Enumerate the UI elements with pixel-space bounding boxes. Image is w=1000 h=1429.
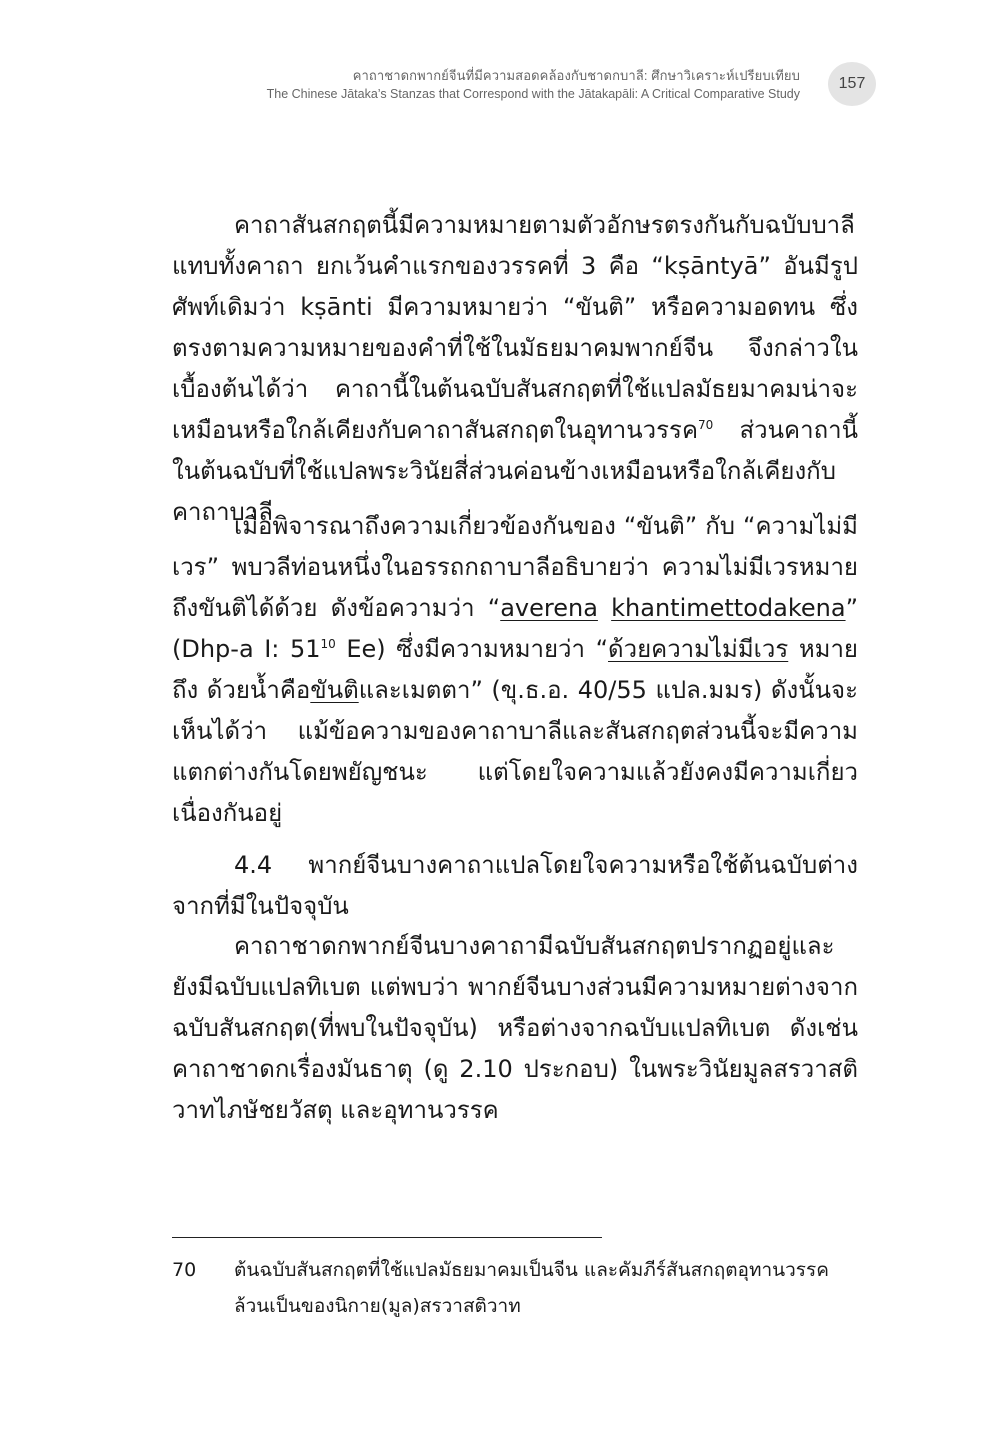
- footnote-divider: [172, 1237, 602, 1238]
- footnote-70: [172, 1252, 862, 1324]
- paragraph-1: [172, 205, 858, 533]
- header-title-english: The Chinese Jātaka’s Stanzas that Correspond with the Jātakapāli: A Critical Comparative Study: [266, 87, 800, 101]
- underlined-phrase-1: ด้วยความไม่มีเวร: [608, 635, 789, 663]
- citation-end: Ee) ซึ่งมีความหมายว่า “: [335, 635, 609, 663]
- underlined-phrase-2: ขันติ: [310, 676, 359, 704]
- pali-term-khantimettodakena: khantimettodakena: [611, 594, 846, 622]
- paragraph-3: [172, 926, 858, 1131]
- paragraph-1-text: [172, 205, 858, 533]
- paragraph-2-part2: และเมตตา” (ขุ.ธ.อ. 40/55 แปล.มมร) ดังนั้นจะเห็นได้ว่า แม้ข้อความของคาถาบาลีและสันสกฤตส่วนนี้จะมีความแตกต่างกันโดยพยัญชนะ แต่โดยใจความแล้วยังคงมีความเกี่ยวเนื่องกันอยู่: [172, 676, 859, 827]
- paragraph-2: [172, 506, 858, 834]
- page-number: 157: [838, 75, 866, 92]
- footnote-text: ต้นฉบับสันสกฤตที่ใช้แปลมัธยมาคมเป็นจีน และคัมภีร์สันสกฤตอุทานวรรคล้วนเป็นของนิกาย(มูล)สรวาสติวาท: [234, 1259, 829, 1317]
- section-heading: 4.4 พากย์จีนบางคาถาแปลโดยใจความหรือใช้ต้นฉบับต่างจากที่มีในปัจจุบัน: [172, 851, 858, 920]
- paragraph-2-text: [172, 506, 858, 834]
- footnote-number: 70: [172, 1259, 197, 1281]
- paragraph-2-part1: เมื่อพิจารณาถึงความเกี่ยวข้องกันของ “ขันติ” กับ “ความไม่มีเวร” พบวลีท่อนหนึ่งในอรรถกถาบาลีอธิบายว่า ความไม่มีเวรหมายถึงขันติได้ด้วย ดังข้อความว่า “: [172, 512, 858, 622]
- page-number-badge: [828, 62, 876, 106]
- citation: ” (Dhp-a I: 51: [172, 594, 858, 663]
- paragraph-2-mid: หมายถึง ด้วยน้ำคือ: [172, 635, 858, 704]
- running-header: [180, 66, 800, 104]
- paragraph-1-part1: คาถาสันสกฤตนี้มีความหมายตามตัวอักษรตรงกันกับฉบับบาลีแทบทั้งคาถา ยกเว้นคำแรกของวรรคที่ 3 คือ “kṣāntyā” อันมีรูปศัพท์เดิมว่า kṣānti มีความหมายว่า “ขันติ” หรือความอดทน ซึ่งตรงตามความหมายของคำที่ใช้ในมัธยมาคมพากย์จีน จึงกล่าวในเบื้องต้นได้ว่า คาถานี้ในต้นฉบับสันสกฤตที่ใช้แปลมัธยมาคมน่าจะเหมือนหรือใกล้เคียงกับคาถาสันสกฤตในอุทานวรรค: [172, 211, 858, 444]
- paragraph-1-part2: ส่วนคาถานี้ในต้นฉบับที่ใช้แปลพระวินัยสี่ส่วนค่อนข้างเหมือนหรือใกล้เคียงกับคาถาบาลี: [172, 416, 858, 526]
- section-heading-block: [172, 845, 858, 927]
- pali-term-averena: averena: [500, 594, 598, 622]
- header-title-thai: คาถาชาดกพากย์จีนที่มีความสอดคล้องกับชาดกบาลี: ศึกษาวิเคราะห์เปรียบเทียบ: [352, 68, 800, 83]
- citation-superscript: 10: [320, 637, 336, 651]
- paragraph-3-text: คาถาชาดกพากย์จีนบางคาถามีฉบับสันสกฤตปรากฏอยู่และยังมีฉบับแปลทิเบต แต่พบว่า พากย์จีนบางส่วนมีความหมายต่างจากฉบับสันสกฤต(ที่พบในปัจจุบัน) หรือต่างจากฉบับแปลทิเบต ดังเช่นคาถาชาดกเรื่องมันธาตุ (ดู 2.10 ประกอบ) ในพระวินัยมูลสรวาสติวาทไภษัชยวัสตุ และอุทานวรรค: [172, 932, 858, 1124]
- footnote-reference-70[interactable]: 70: [698, 418, 714, 432]
